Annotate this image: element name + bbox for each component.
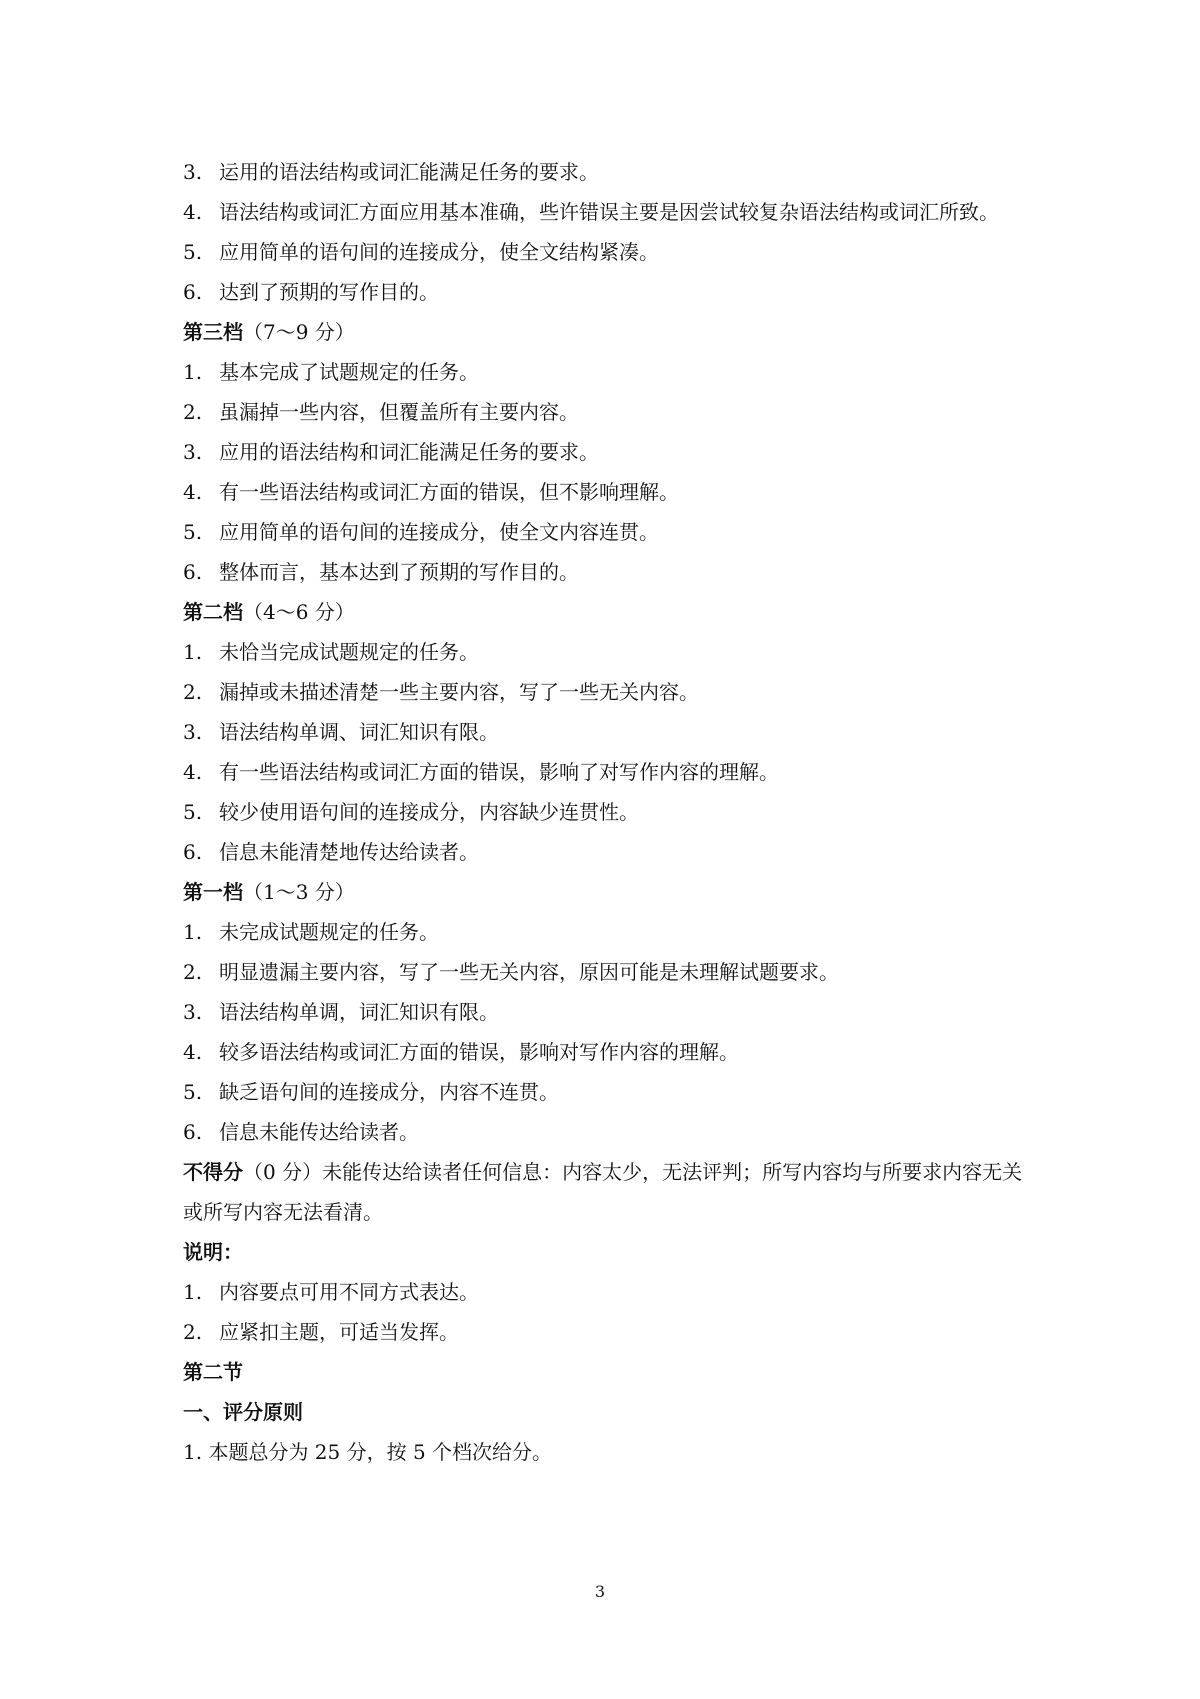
- item-text: 语法结构单调，词汇知识有限。: [219, 1000, 499, 1024]
- list-item: [183, 1032, 1033, 1072]
- item-number: 1.: [183, 1280, 203, 1304]
- item-number: 5.: [183, 240, 203, 264]
- list-item: [183, 192, 1033, 232]
- item-number: 4.: [183, 480, 203, 504]
- item-text: 未恰当完成试题规定的任务。: [219, 640, 479, 664]
- item-number: 2.: [183, 960, 203, 984]
- item-number: 1.: [183, 920, 203, 944]
- item-text: 明显遗漏主要内容，写了一些无关内容，原因可能是未理解试题要求。: [219, 960, 839, 984]
- item-text: 虽漏掉一些内容，但覆盖所有主要内容。: [219, 400, 579, 424]
- list-item: [183, 912, 1033, 952]
- item-text: 有一些语法结构或词汇方面的错误，影响了对写作内容的理解。: [219, 760, 779, 784]
- list-item: [183, 552, 1033, 592]
- item-number: 4.: [183, 1040, 203, 1064]
- list-item: [183, 992, 1033, 1032]
- item-text: 漏掉或未描述清楚一些主要内容，写了一些无关内容。: [219, 680, 699, 704]
- item-text: 较少使用语句间的连接成分，内容缺少连贯性。: [219, 800, 639, 824]
- list-item: [183, 272, 1033, 312]
- item-number: 5.: [183, 1080, 203, 1104]
- item-number: 1.: [183, 360, 203, 384]
- item-text: 应用的语法结构和词汇能满足任务的要求。: [219, 440, 599, 464]
- list-item: [183, 712, 1033, 752]
- band2-heading: [183, 592, 1033, 632]
- document-body: [183, 152, 1033, 1472]
- list-item: [183, 1072, 1033, 1112]
- item-number: 2.: [183, 1320, 203, 1344]
- item-number: 6.: [183, 1120, 203, 1144]
- item-text: 应用简单的语句间的连接成分，使全文结构紧凑。: [219, 240, 659, 264]
- band3-heading: [183, 312, 1033, 352]
- item-text: 语法结构或词汇方面应用基本准确，些许错误主要是因尝试较复杂语法结构或词汇所致。: [219, 200, 999, 224]
- no-score-paragraph: [183, 1152, 1033, 1232]
- list-item: [183, 432, 1033, 472]
- item-text: 较多语法结构或词汇方面的错误，影响对写作内容的理解。: [219, 1040, 739, 1064]
- item-number: 4.: [183, 200, 203, 224]
- list-item: [183, 1312, 1033, 1352]
- list-item: [183, 1112, 1033, 1152]
- band1-range: （1～3 分）: [243, 880, 355, 904]
- band1-title: 第一档: [183, 880, 243, 904]
- list-item: [183, 1272, 1033, 1312]
- band3-range: （7～9 分）: [243, 320, 355, 344]
- section2-title: 第二节: [183, 1360, 243, 1384]
- item-number: 1.: [183, 640, 203, 664]
- notes-heading: 说明：: [183, 1240, 243, 1264]
- item-number: 5.: [183, 800, 203, 824]
- list-item: [183, 472, 1033, 512]
- band1-heading: [183, 872, 1033, 912]
- item-text: 信息未能传达给读者。: [219, 1120, 419, 1144]
- item-text: 信息未能清楚地传达给读者。: [219, 840, 479, 864]
- no-score-text: （0 分）未能传达给读者任何信息：内容太少，无法评判；所写内容均与所要求内容无关或所写内容无法看清。: [183, 1160, 1023, 1224]
- item-text: 基本完成了试题规定的任务。: [219, 360, 479, 384]
- item-text: 内容要点可用不同方式表达。: [219, 1280, 479, 1304]
- principles-title: 一、评分原则: [183, 1400, 303, 1424]
- item-text: 缺乏语句间的连接成分，内容不连贯。: [219, 1080, 559, 1104]
- item-number: 3.: [183, 720, 203, 744]
- list-item: [183, 232, 1033, 272]
- item-number: 3.: [183, 160, 203, 184]
- band3-title: 第三档: [183, 320, 243, 344]
- list-item: [183, 832, 1033, 872]
- list-item: [183, 752, 1033, 792]
- list-item: [183, 392, 1033, 432]
- list-item: [183, 792, 1033, 832]
- band2-range: （4～6 分）: [243, 600, 355, 624]
- first-rule: 1. 本题总分为 25 分，按 5 个档次给分。: [183, 1440, 553, 1464]
- list-item: [183, 512, 1033, 552]
- item-text: 语法结构单调、词汇知识有限。: [219, 720, 499, 744]
- item-number: 6.: [183, 280, 203, 304]
- item-text: 应紧扣主题，可适当发挥。: [219, 1320, 459, 1344]
- item-number: 3.: [183, 1000, 203, 1024]
- no-score-title: 不得分: [183, 1160, 243, 1184]
- item-number: 3.: [183, 440, 203, 464]
- list-item: [183, 352, 1033, 392]
- item-text: 有一些语法结构或词汇方面的错误，但不影响理解。: [219, 480, 679, 504]
- item-text: 未完成试题规定的任务。: [219, 920, 439, 944]
- item-text: 整体而言，基本达到了预期的写作目的。: [219, 560, 579, 584]
- page-number: 3: [594, 1582, 606, 1601]
- item-number: 5.: [183, 520, 203, 544]
- item-number: 6.: [183, 560, 203, 584]
- item-number: 4.: [183, 760, 203, 784]
- item-number: 2.: [183, 680, 203, 704]
- item-number: 2.: [183, 400, 203, 424]
- list-item: [183, 672, 1033, 712]
- item-number: 6.: [183, 840, 203, 864]
- list-item: [183, 152, 1033, 192]
- band2-title: 第二档: [183, 600, 243, 624]
- item-text: 运用的语法结构或词汇能满足任务的要求。: [219, 160, 599, 184]
- item-text: 达到了预期的写作目的。: [219, 280, 439, 304]
- list-item: [183, 632, 1033, 672]
- list-item: [183, 952, 1033, 992]
- item-text: 应用简单的语句间的连接成分，使全文内容连贯。: [219, 520, 659, 544]
